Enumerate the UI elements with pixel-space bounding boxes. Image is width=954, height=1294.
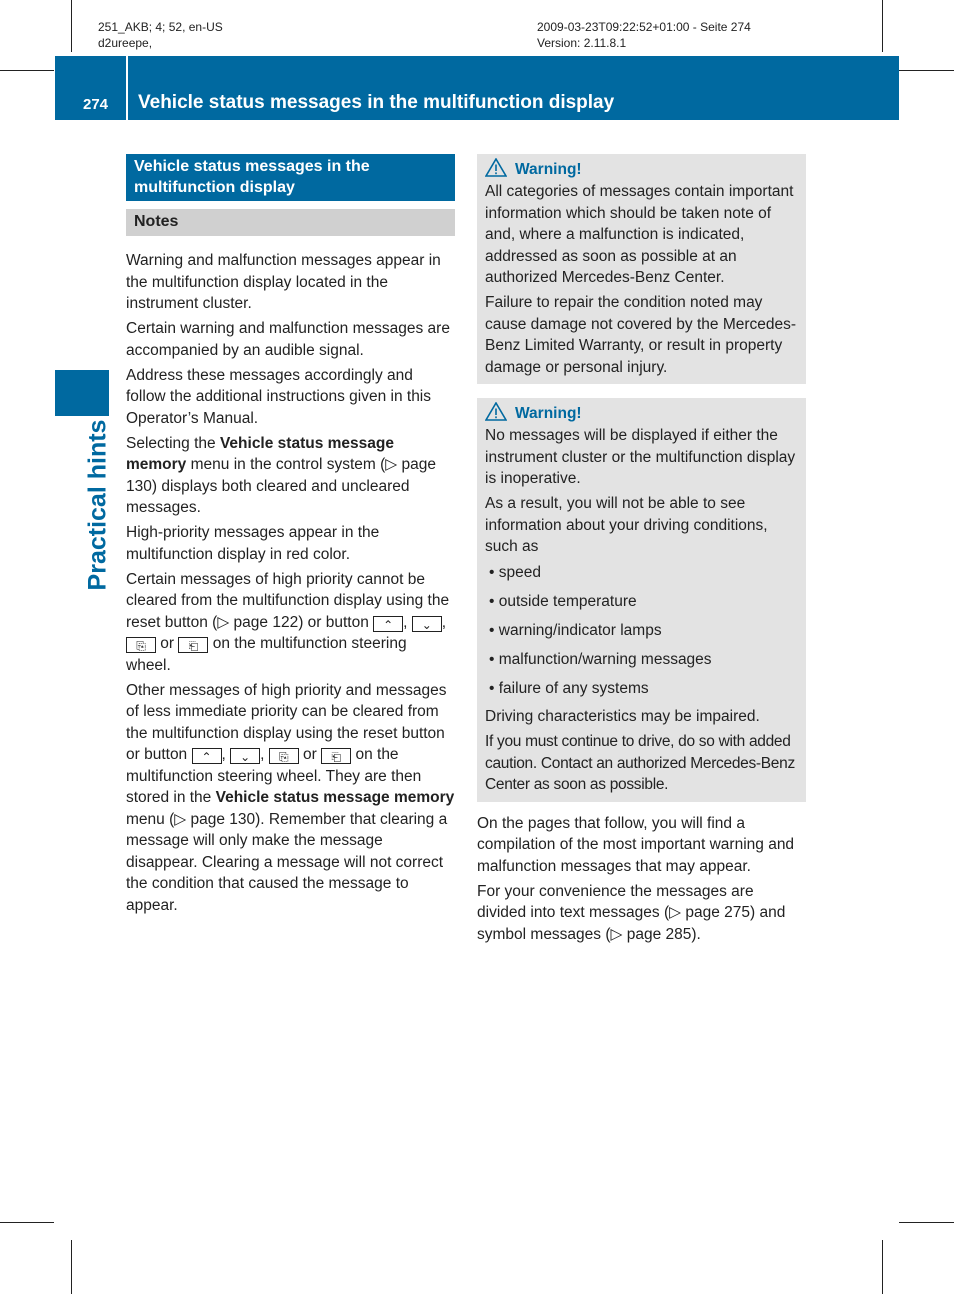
list-item	[485, 649, 798, 671]
paragraph: Failure to repair the condition noted may cause damage not covered by the Mercedes-Benz Limited Warranty, or result in property damage or personal injury.	[485, 294, 797, 376]
down-button-icon: ⌄	[412, 616, 442, 632]
text: ,	[260, 746, 265, 763]
text: Other messages of high priority and messages of less immediate priority can be cleared from the multifunction display using the reset button or button	[126, 681, 447, 763]
page-number: 274	[83, 96, 109, 113]
warning-label: Warning!	[515, 161, 582, 178]
up-button-icon: ⌃	[192, 748, 222, 764]
warning-label: Warning!	[515, 405, 582, 422]
paragraph: For your convenience the messages are divided into text messages (▷ page 275) and symbol messages (▷ page 285).	[477, 882, 786, 943]
crop-mark	[71, 0, 72, 52]
warning-heading	[485, 158, 798, 180]
text: ,	[403, 613, 412, 631]
bullet-list	[485, 562, 798, 700]
list-item-text: malfunction/warning messages	[498, 650, 712, 668]
paragraph: No messages will be displayed if either the instrument cluster or the multifunction display is inoperative.	[485, 427, 796, 487]
right-column	[477, 154, 806, 945]
chapter-tab-label: Practical hints	[83, 419, 112, 591]
text: ,	[441, 613, 447, 631]
list-item	[485, 562, 798, 584]
text: or	[156, 635, 179, 652]
warning-heading	[485, 402, 798, 424]
page-back-button-icon: ⎗	[321, 748, 351, 764]
crop-mark	[0, 70, 54, 71]
print-meta-right	[537, 19, 751, 51]
section-title: Vehicle status messages in the multifunction display	[126, 154, 455, 201]
bullet: •	[489, 592, 495, 610]
closing-text	[477, 813, 806, 946]
bullet: •	[489, 621, 495, 639]
paragraph: Driving characteristics may be impaired.	[485, 708, 760, 725]
crop-mark	[899, 70, 954, 71]
text: menu (▷ page 130). Remember that clearing a message will only make the message disappear. Clearing a message will not correct the condition that caused the message to appear.	[126, 810, 448, 914]
warning-box	[477, 154, 806, 384]
list-item-text: outside temperature	[498, 592, 637, 610]
down-button-icon: ⌄	[230, 748, 260, 764]
subsection-title: Notes	[126, 209, 455, 236]
text: on the multifunction steering wheel.	[126, 635, 407, 674]
paragraph: Address these messages accordingly and follow the additional instructions given in this Operator’s Manual.	[126, 366, 432, 427]
paragraph: Certain warning and malfunction messages are accompanied by an audible signal.	[126, 320, 450, 359]
crop-mark	[71, 1240, 72, 1294]
paragraph: On the pages that follow, you will find a compilation of the most important warning and malfunction messages that may appear.	[477, 814, 795, 875]
paragraph: As a result, you will not be able to see information about your driving conditions, such as	[485, 495, 768, 555]
bullet: •	[489, 679, 495, 697]
warning-triangle-icon	[485, 158, 507, 177]
chapter-tab-marker	[55, 370, 109, 416]
menu-name: Vehicle status message memory	[215, 789, 455, 806]
crop-mark	[882, 1240, 883, 1294]
page-forward-button-icon: ⎘	[269, 748, 299, 764]
crop-mark	[0, 1222, 54, 1223]
page-forward-button-icon: ⎘	[126, 637, 156, 653]
paragraph: High-priority messages appear in the multifunction display in red color.	[126, 524, 380, 563]
menu-name: Vehicle status message memory	[126, 434, 394, 473]
meta-line: d2ureepe,	[98, 36, 153, 50]
crop-mark	[882, 0, 883, 52]
text: ,	[221, 746, 231, 763]
up-button-icon: ⌃	[373, 616, 403, 632]
left-column	[126, 154, 455, 916]
text: menu in the control system (▷ page 130) displays both cleared and uncleared messages.	[126, 456, 437, 516]
header-divider	[126, 56, 128, 120]
print-meta-left	[98, 19, 223, 51]
page-title: Vehicle status messages in the multifunction display	[138, 92, 615, 113]
paragraph	[126, 680, 455, 917]
paragraph	[126, 569, 455, 677]
paragraph: Warning and malfunction messages appear in the multifunction display located in the instrument cluster.	[126, 252, 441, 312]
text: or	[298, 746, 322, 763]
text: Selecting the	[126, 434, 220, 452]
list-item-text: warning/indicator lamps	[498, 621, 662, 639]
crop-mark	[899, 1222, 954, 1223]
meta-line: 2009-03-23T09:22:52+01:00 - Seite 274	[537, 20, 751, 34]
paragraph: If you must continue to drive, do so with added caution. Contact an authorized Mercedes-Benz Center as soon as possible.	[485, 733, 795, 793]
bullet: •	[489, 650, 495, 668]
meta-line: Version: 2.11.8.1	[537, 36, 627, 50]
text: on the multifunction steering wheel. They are then stored in the	[126, 746, 422, 806]
list-item	[485, 678, 798, 700]
list-item-text: speed	[498, 563, 541, 581]
paragraph: All categories of messages contain important information which should be taken note of and, where a malfunction is indicated, addressed as soon as possible at an authorized Mercedes-Benz Center.	[485, 183, 794, 286]
bullet: •	[489, 563, 495, 581]
meta-line: 251_AKB; 4; 52, en-US	[98, 20, 223, 34]
paragraph	[126, 433, 455, 519]
page-back-button-icon: ⎗	[178, 637, 208, 653]
page-header	[55, 56, 899, 120]
warning-triangle-icon	[485, 402, 507, 421]
list-item-text: failure of any systems	[498, 679, 649, 697]
list-item	[485, 591, 798, 613]
text: Certain messages of high priority cannot be cleared from the multifunction display using the reset button (▷ page 122) or button	[126, 570, 450, 631]
warning-box	[477, 398, 806, 802]
list-item	[485, 620, 798, 642]
